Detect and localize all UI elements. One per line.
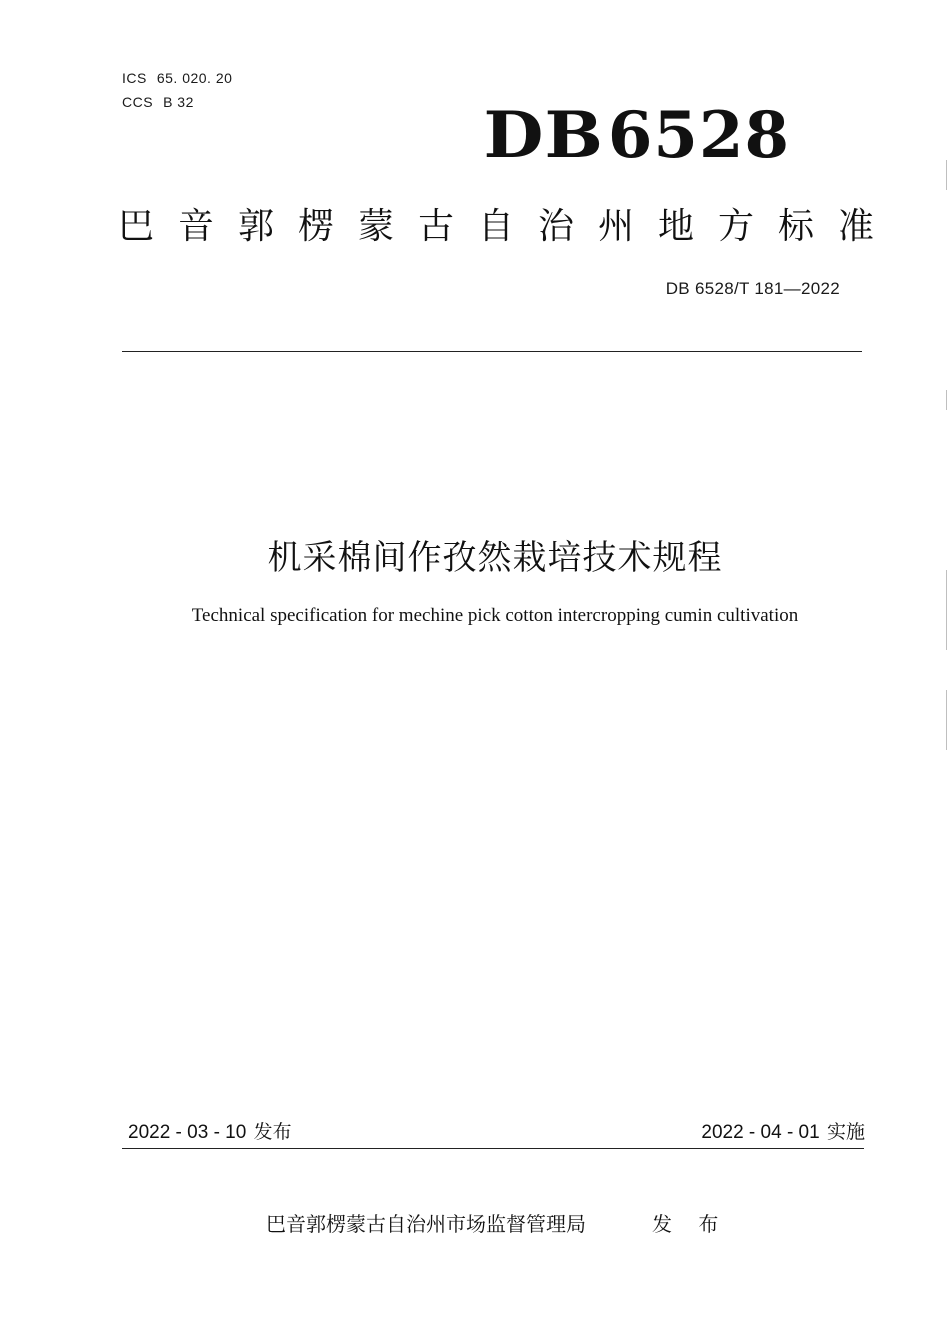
document-title-english: Technical specification for mechine pick cotton intercropping cumin cultivation (191, 605, 799, 626)
db-letters: DB (483, 98, 605, 173)
issue-date-label: 发布 (253, 1121, 292, 1143)
scan-artifact (946, 690, 947, 750)
header-divider (122, 351, 862, 352)
scan-artifact (946, 160, 947, 190)
ccs-value: B 32 (163, 94, 194, 110)
publisher-name: 巴音郭楞蒙古自治州市场监督管理局 (266, 1212, 586, 1236)
document-title-chinese: 机采棉间作孜然栽培技术规程 (267, 538, 723, 578)
ics-value: 65. 020. 20 (156, 70, 233, 86)
scan-artifact (946, 390, 947, 410)
standard-number: DB 6528/T 181—2022 (665, 279, 840, 298)
standard-type-heading: 巴音郭楞蒙古自治州地方标准 (118, 206, 899, 247)
db-standard-mark (483, 98, 790, 173)
ics-classification (122, 70, 232, 86)
ccs-classification (122, 94, 194, 110)
issue-date (128, 1117, 292, 1144)
ccs-label: CCS (122, 94, 154, 110)
ics-label: ICS (122, 70, 147, 86)
footer-divider (122, 1148, 864, 1149)
implementation-date-label: 实施 (826, 1121, 865, 1143)
issue-date-value: 2022 - 03 - 10 (128, 1122, 247, 1143)
publish-label: 发 布 (652, 1212, 729, 1236)
scan-artifact (946, 570, 947, 650)
implementation-date (701, 1117, 865, 1144)
db-number: 6528 (607, 98, 790, 173)
implementation-date-value: 2022 - 04 - 01 (701, 1122, 820, 1143)
